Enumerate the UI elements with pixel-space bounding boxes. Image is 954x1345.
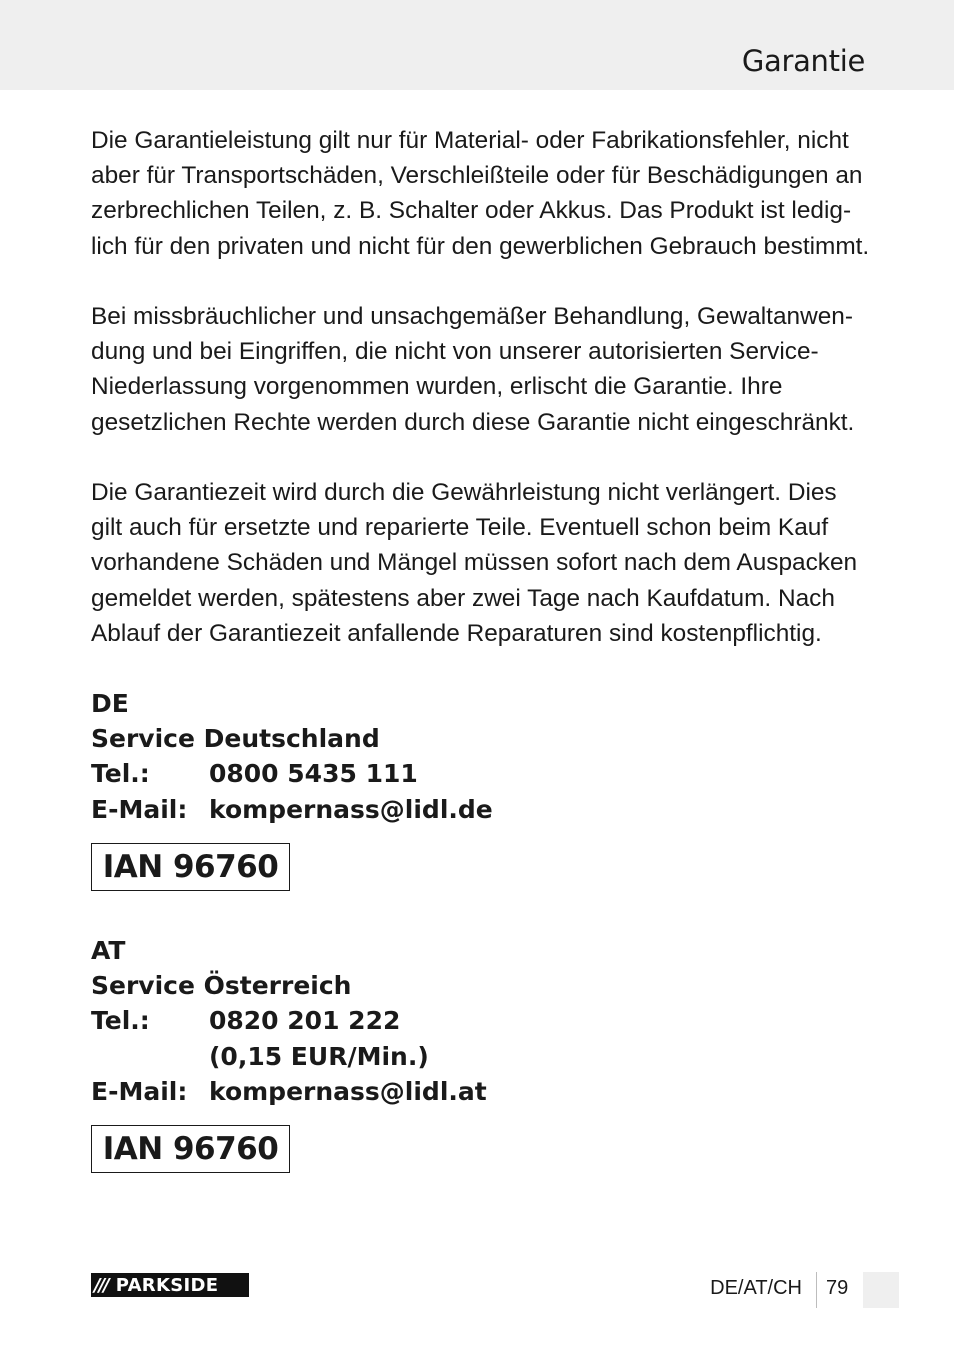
phone-label: Tel.: <box>91 759 150 789</box>
phone-label: Tel.: <box>91 1006 150 1036</box>
service-block-de <box>91 686 493 827</box>
page-title: Garantie <box>741 44 865 78</box>
phone-row <box>91 1003 487 1038</box>
email-address[interactable]: kompernass@lidl.at <box>209 1076 487 1106</box>
email-row <box>91 1074 487 1109</box>
footer-divider <box>816 1272 817 1308</box>
text-line: zerbrechlichen Teilen, z. B. Schalter oder Akkus. Das Produkt ist ledig- <box>91 197 852 225</box>
text-line: gemeldet werden, spätestens aber zwei Tage nach Kaufdatum. Nach <box>91 584 835 612</box>
page-number: 79 <box>826 1277 849 1299</box>
footer-tab-marker <box>863 1272 899 1308</box>
email-address[interactable]: kompernass@lidl.de <box>209 794 493 824</box>
text-line: Die Garantiezeit wird durch die Gewährleistung nicht verlängert. Dies <box>91 479 837 506</box>
footer-locale: DE/AT/CH <box>710 1277 802 1299</box>
warranty-paragraph-2 <box>91 299 861 440</box>
text-line: vorhandene Schäden und Mängel müssen sofort nach dem Auspacken <box>91 549 858 577</box>
text-line: Bei missbräuchlicher und unsachgemäßer Behandlung, Gewaltanwen- <box>91 303 853 330</box>
email-row <box>91 792 493 827</box>
warranty-paragraph-3 <box>91 475 861 651</box>
logo-slashes: /// <box>94 1274 108 1296</box>
phone-row <box>91 756 493 791</box>
text-line: Niederlassung vorgenommen wurden, erlischt die Garantie. Ihre <box>91 373 783 401</box>
ian-box-de: IAN 96760 <box>91 843 290 891</box>
email-label: E-Mail: <box>91 794 188 824</box>
text-line: dung und bei Eingriffen, die nicht von unserer autorisierten Service- <box>91 338 819 366</box>
text-line: lich für den privaten und nicht für den gewerblichen Gebrauch bestimmt. <box>91 232 870 260</box>
text-line: gesetzlichen Rechte werden durch diese Garantie nicht eingeschränkt. <box>91 408 855 436</box>
service-name: Service Österreich <box>91 971 352 1001</box>
phone-number[interactable]: 0820 201 222 <box>209 1006 401 1036</box>
logo-text: PARKSIDE <box>115 1274 219 1296</box>
email-label: E-Mail: <box>91 1076 188 1106</box>
text-line: Ablauf der Garantiezeit anfallende Reparaturen sind kostenpflichtig. <box>91 619 822 647</box>
phone-rate-row <box>91 1039 487 1074</box>
country-code: AT <box>91 936 126 965</box>
country-code: DE <box>91 689 129 718</box>
phone-rate-note: (0,15 EUR/Min.) <box>209 1041 429 1071</box>
warranty-paragraph-1 <box>91 123 870 264</box>
ian-box-at: IAN 96760 <box>91 1125 290 1173</box>
parkside-logo <box>91 1273 249 1297</box>
text-line: Die Garantieleistung gilt nur für Material- oder Fabrikationsfehler, nicht <box>91 127 849 154</box>
service-block-at <box>91 933 487 1109</box>
service-name: Service Deutschland <box>91 724 380 754</box>
text-line: gilt auch für ersetzte und reparierte Teile. Eventuell schon beim Kauf <box>91 514 829 542</box>
text-line: aber für Transportschäden, Verschleißteile oder für Beschädigungen an <box>91 162 863 190</box>
phone-number[interactable]: 0800 5435 111 <box>209 759 418 789</box>
